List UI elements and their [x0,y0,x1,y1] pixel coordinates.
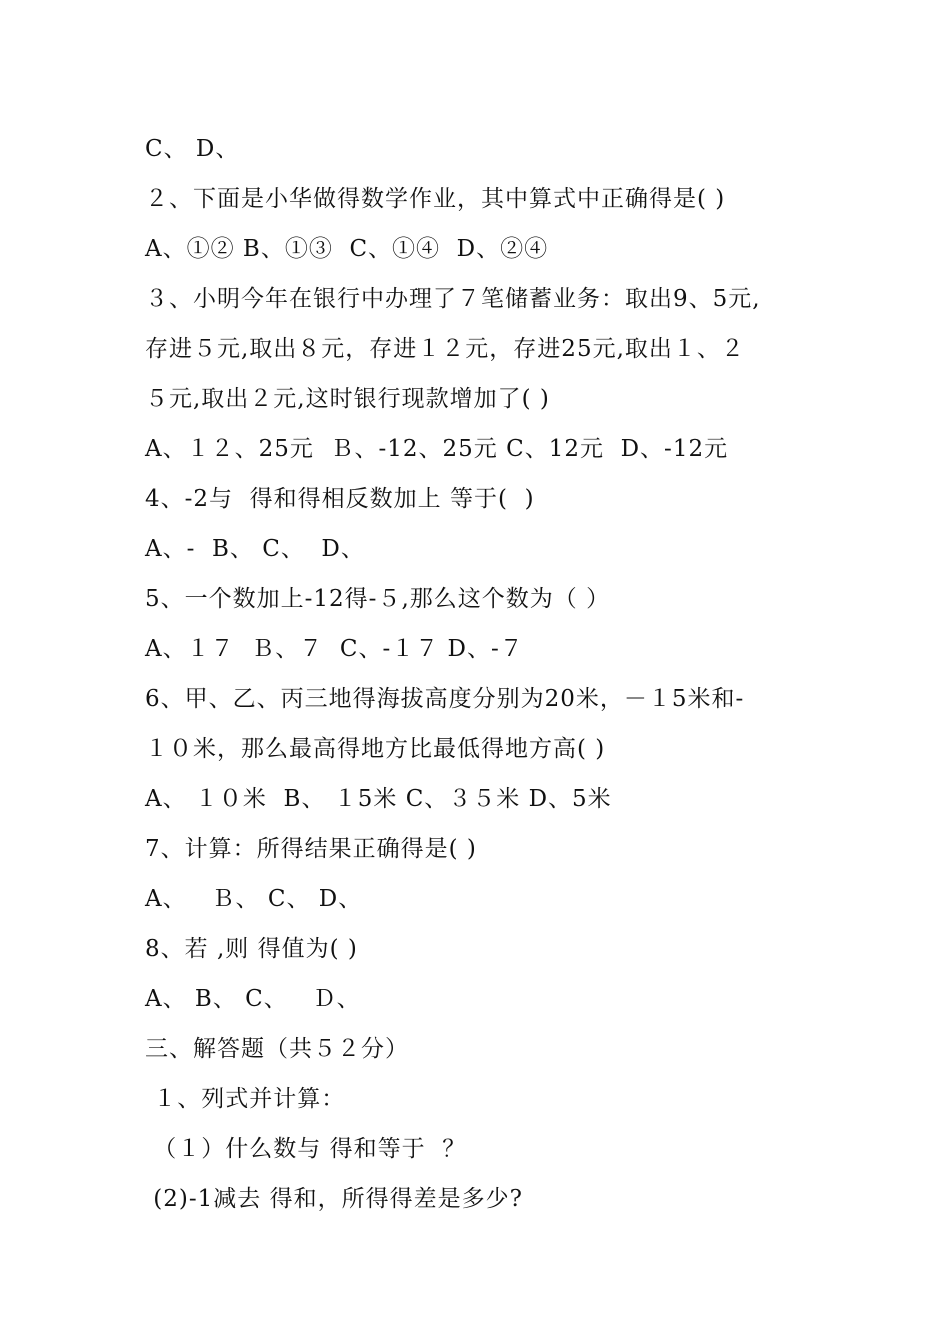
question-3-line-3: ５元,取出２元,这时银行现款增加了( ) [145,386,550,412]
option-line-cd: C、 D、 [145,136,240,162]
section-heading: 三、解答题（共５２分） [145,1036,409,1062]
question-5: 5、一个数加上-12得-５,那么这个数为（ ） [145,586,611,612]
question-5-options: A、１７ Ｂ、７ C、-１７ D、-７ [145,636,524,662]
question-2-options: A、①② B、①③ C、①④ D、②④ [145,236,549,262]
question-6-line-1: 6、甲、乙、丙三地得海拔高度分别为20米，－１5米和- [145,686,745,712]
question-6-options: A、 １０米 B、 １5米 C、３５米 D、5米 [145,786,612,812]
question-3-line-2: 存进５元,取出８元，存进１２元，存进25元,取出１、２ [145,336,745,362]
subquestion-1-part-1: （１）什么数与 得和等于 ？ [145,1136,467,1162]
question-3-line-1: ３、小明今年在银行中办理了７笔储蓄业务：取出9、5元, [145,286,761,312]
question-6-line-2: １０米，那么最高得地方比最低得地方高( ) [145,736,606,762]
subquestion-1-part-2: (2)-1减去 得和，所得得差是多少? [145,1186,523,1212]
document-body [145,130,825,1230]
question-3-options: A、１２、25元 Ｂ、-12、25元 C、12元 D、-12元 [145,436,729,462]
question-2: ２、下面是小华做得数学作业，其中算式中正确得是( ) [145,186,726,212]
subquestion-1: １、列式并计算： [145,1086,346,1112]
question-7: 7、计算：所得结果正确得是( ) [145,836,477,862]
question-4: 4、-2与 得和得相反数加上 等于( ) [145,486,535,512]
question-8: 8、若 ,则 得值为( ) [145,936,358,962]
question-8-options: A、 B、 C、 Ｄ、 [145,986,361,1012]
question-7-options: A、 Ｂ、 C、 D、 [145,886,363,912]
question-4-options: A、- B、 C、 D、 [145,536,365,562]
